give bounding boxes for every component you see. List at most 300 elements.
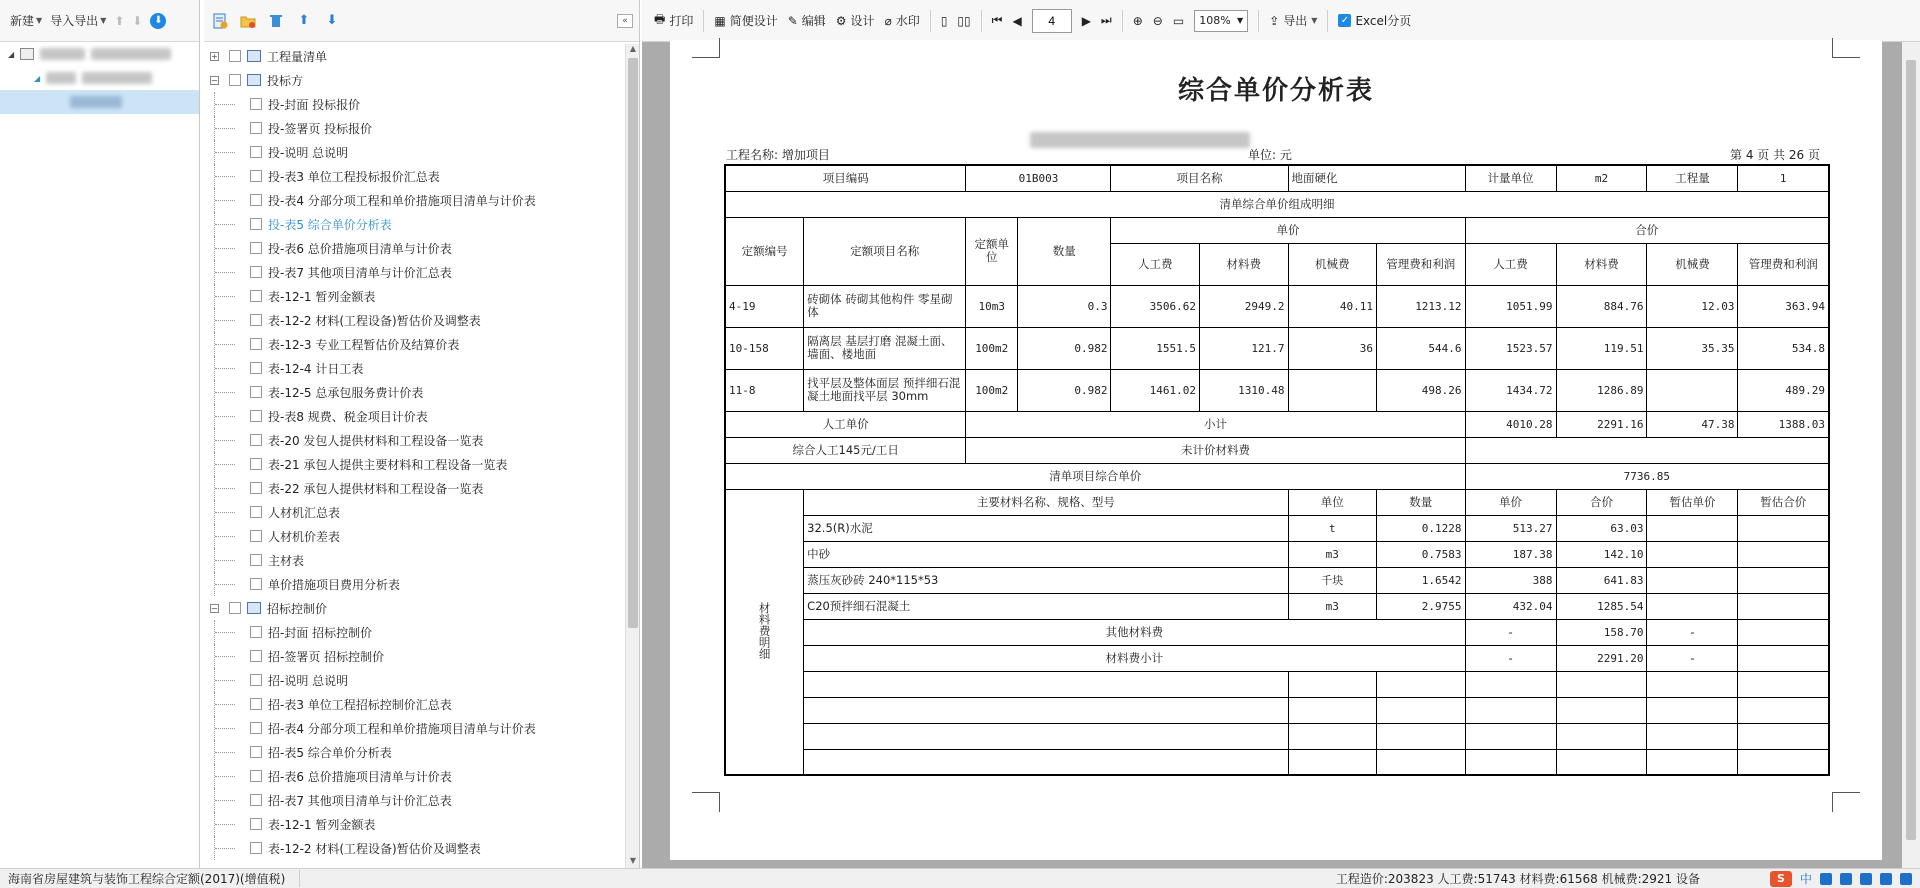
unit-machine: 36 <box>1288 327 1377 369</box>
total-mgmt: 534.8 <box>1738 327 1829 369</box>
total-material: 1286.89 <box>1556 369 1647 411</box>
checkbox[interactable] <box>229 602 241 614</box>
zoom-in-icon: ⊕ <box>1132 13 1143 28</box>
status-bar <box>0 868 1920 888</box>
add-folder-icon[interactable] <box>240 13 256 29</box>
tree-item[interactable] <box>204 572 625 596</box>
download-icon[interactable]: ⬇ <box>150 13 166 29</box>
checkbox[interactable] <box>250 146 262 158</box>
table-row <box>725 749 1829 775</box>
scroll-thumb[interactable] <box>628 58 638 628</box>
new-menu[interactable] <box>10 12 42 29</box>
tree-item[interactable] <box>204 332 625 356</box>
other-material-est: - <box>1647 619 1738 645</box>
tree-label: 人材机汇总表 <box>268 505 341 520</box>
table-row <box>725 463 1829 489</box>
total-machine: 35.35 <box>1647 327 1738 369</box>
material-price: 513.27 <box>1465 515 1556 541</box>
tree-item[interactable] <box>204 740 625 764</box>
material-unit: t <box>1288 515 1377 541</box>
total-material: 884.76 <box>1556 285 1647 327</box>
checkbox[interactable] <box>250 698 262 710</box>
material-name: 32.5(R)水泥 <box>804 515 1288 541</box>
tree-connector <box>215 752 235 753</box>
tree-group[interactable] <box>204 68 625 92</box>
tree-label: 招-表7 其他项目清单与计价汇总表 <box>268 793 452 808</box>
quantity-label: 工程量 <box>1647 165 1738 191</box>
collapse-icon[interactable]: − <box>211 603 218 613</box>
table-row <box>725 165 1829 191</box>
tree-label: 工程量清单 <box>267 49 328 64</box>
arrow-up-icon[interactable]: ⬆ <box>298 13 310 28</box>
material-total: 1285.54 <box>1556 593 1647 619</box>
tree-item[interactable] <box>204 284 625 308</box>
material-est-total <box>1738 567 1829 593</box>
tree-item[interactable] <box>204 812 625 836</box>
tree-label: 招-说明 总说明 <box>268 673 349 688</box>
table-cell <box>1738 619 1829 645</box>
chevron-down-icon: ▼ <box>1311 16 1318 25</box>
collapse-icon[interactable]: − <box>211 75 218 85</box>
table-row <box>725 191 1829 217</box>
checkbox[interactable] <box>250 626 262 638</box>
tree-label: 单价措施项目费用分析表 <box>268 577 401 592</box>
crop-mark <box>692 38 720 58</box>
edit-button[interactable] <box>788 12 826 29</box>
checkbox[interactable] <box>250 458 262 470</box>
unit-material: 2949.2 <box>1200 285 1289 327</box>
col-header: 管理费和利润 <box>1738 243 1829 285</box>
first-page-button[interactable] <box>992 13 1003 28</box>
material-est-total <box>1738 593 1829 619</box>
fit-page-button[interactable] <box>1173 14 1184 28</box>
edit-label: 编辑 <box>801 14 826 28</box>
total-material: 119.51 <box>1556 327 1647 369</box>
empty-cell <box>1647 697 1738 723</box>
table-row <box>725 645 1829 671</box>
checkbox[interactable] <box>250 218 262 230</box>
material-unit: m3 <box>1288 593 1377 619</box>
material-name: 蒸压灰砂砖 240*115*53 <box>804 567 1288 593</box>
zoom-in-button[interactable] <box>1133 14 1143 28</box>
checkbox[interactable] <box>250 242 262 254</box>
chevron-down-icon: ▼ <box>1237 16 1244 25</box>
tree-connector <box>215 464 235 465</box>
table-row <box>725 697 1829 723</box>
material-subtotal-est: - <box>1647 645 1738 671</box>
tree-connector <box>215 776 235 777</box>
tree-connector <box>215 512 235 513</box>
material-name: C20预拌细石混凝土 <box>804 593 1288 619</box>
tree-node-subproject[interactable] <box>0 66 199 90</box>
table-row <box>725 411 1829 437</box>
table-row <box>725 369 1829 411</box>
tree-item[interactable] <box>204 476 625 500</box>
tree-group[interactable] <box>204 596 625 620</box>
col-header: 管理费和利润 <box>1377 243 1466 285</box>
crop-mark <box>692 792 720 812</box>
tree-label: 投-表6 总价措施项目清单与计价表 <box>268 241 452 256</box>
tree-item[interactable] <box>204 764 625 788</box>
first-page-icon: ⏮ <box>991 13 1003 27</box>
tree-connector <box>215 488 235 489</box>
ime-tools-icon[interactable] <box>1900 873 1912 885</box>
tree-item[interactable] <box>204 308 625 332</box>
item-code-value: 01B003 <box>966 165 1111 191</box>
tree-label: 表-12-4 计日工表 <box>268 361 364 376</box>
simple-design-button[interactable] <box>714 12 777 29</box>
checkbox[interactable] <box>250 386 262 398</box>
tree-item[interactable] <box>204 644 625 668</box>
page-number-input[interactable] <box>1032 9 1072 33</box>
unit-mgmt: 544.6 <box>1377 327 1466 369</box>
delete-icon[interactable] <box>268 13 284 29</box>
tree-connector <box>215 104 235 105</box>
col-header: 单价 <box>1111 217 1465 243</box>
checkbox[interactable] <box>250 410 262 422</box>
tree-label: 人材机价差表 <box>268 529 341 544</box>
material-qty: 1.6542 <box>1377 567 1466 593</box>
tree-node-project[interactable] <box>0 42 199 66</box>
print-button[interactable] <box>654 10 693 31</box>
checkbox[interactable] <box>250 578 262 590</box>
checkbox[interactable] <box>250 266 262 278</box>
unpriced-material-value <box>1465 437 1829 463</box>
tree-item[interactable] <box>204 188 625 212</box>
table-row <box>725 541 1829 567</box>
excel-paging-checkbox[interactable] <box>1338 12 1411 29</box>
unit-material: 1310.48 <box>1200 369 1289 411</box>
col-header: 定额项目名称 <box>804 217 966 285</box>
empty-cell <box>1288 749 1377 775</box>
empty-cell <box>1556 723 1647 749</box>
empty-cell <box>1377 723 1466 749</box>
collapse-panel-button[interactable]: « <box>617 14 633 28</box>
tree-connector <box>215 728 235 729</box>
empty-cell <box>1465 723 1556 749</box>
ime-mic-icon[interactable] <box>1840 873 1852 885</box>
expand-icon[interactable]: ◢ <box>8 49 15 59</box>
material-subtotal-total: 2291.20 <box>1556 645 1647 671</box>
unit-price-analysis-table <box>724 164 1830 776</box>
empty-cell <box>1465 671 1556 697</box>
checkbox[interactable] <box>250 770 262 782</box>
checkbox[interactable] <box>250 434 262 446</box>
table-row <box>725 593 1829 619</box>
unpriced-material-label: 未计价材料费 <box>966 437 1465 463</box>
tree-label: 招-表6 总价措施项目清单与计价表 <box>268 769 452 784</box>
checkbox[interactable] <box>250 338 262 350</box>
item-name-label: 项目名称 <box>1111 165 1288 191</box>
tree-item[interactable] <box>204 164 625 188</box>
report-page <box>670 40 1882 860</box>
redacted-text <box>70 96 122 108</box>
quota-unit: 100m2 <box>966 327 1018 369</box>
tree-item[interactable] <box>204 140 625 164</box>
material-section-text: 材料费明细 <box>757 601 772 659</box>
labor-rate: 综合人工145元/工日 <box>725 437 966 463</box>
checkbox[interactable] <box>250 818 262 830</box>
ime-keyboard-icon[interactable] <box>1860 873 1872 885</box>
tree-item[interactable] <box>204 668 625 692</box>
checkbox[interactable] <box>250 290 262 302</box>
import-export-menu[interactable] <box>50 12 106 29</box>
col-header: 暂估合价 <box>1738 489 1829 515</box>
checkmark-icon: ✓ <box>1338 14 1351 27</box>
checkbox[interactable] <box>250 122 262 134</box>
tree-item[interactable] <box>204 500 625 524</box>
quota-unit: 100m2 <box>966 369 1018 411</box>
composition-title: 清单综合单价组成明细 <box>725 191 1829 217</box>
empty-cell <box>1465 697 1556 723</box>
empty-cell <box>1377 671 1466 697</box>
composite-price-label: 清单项目综合单价 <box>725 463 1465 489</box>
measure-unit-label: 计量单位 <box>1465 165 1556 191</box>
total-machine: 12.03 <box>1647 285 1738 327</box>
next-page-icon: ▶ <box>1081 13 1091 28</box>
checkbox[interactable] <box>229 74 241 86</box>
checkbox[interactable] <box>250 362 262 374</box>
ime-logo-icon[interactable]: S <box>1770 871 1792 887</box>
unit-mgmt: 1213.12 <box>1377 285 1466 327</box>
cost-summary: 工程造价:203823 人工费:51743 材料费:61568 机械费:2921 设备 <box>1335 872 1700 886</box>
checkbox[interactable] <box>229 50 241 62</box>
tree-item[interactable] <box>204 716 625 740</box>
crop-mark <box>1832 38 1860 58</box>
tree-label: 表-20 发包人提供材料和工程设备一览表 <box>268 433 484 448</box>
checkbox[interactable] <box>250 506 262 518</box>
checkbox[interactable] <box>250 674 262 686</box>
scroll-up-icon[interactable]: ▲ <box>629 44 637 53</box>
tree-label: 表-12-5 总承包服务费计价表 <box>268 385 424 400</box>
table-row <box>725 437 1829 463</box>
material-price: 388 <box>1465 567 1556 593</box>
tree-label: 投-说明 总说明 <box>268 145 349 160</box>
tree-item[interactable] <box>204 428 625 452</box>
empty-cell <box>1738 671 1829 697</box>
empty-cell <box>1288 697 1377 723</box>
design-button[interactable] <box>836 12 875 29</box>
col-header: 机械费 <box>1647 243 1738 285</box>
arrow-down-icon[interactable]: ⬇ <box>326 13 338 28</box>
preview-scrollbar[interactable] <box>1902 42 1920 868</box>
material-est-price <box>1647 567 1738 593</box>
total-labor: 1434.72 <box>1465 369 1556 411</box>
tree-item[interactable] <box>204 836 625 860</box>
tree-group[interactable] <box>204 44 625 68</box>
project-toolbar <box>0 0 199 42</box>
add-report-icon[interactable] <box>212 13 228 29</box>
new-label: 新建 <box>10 14 35 28</box>
material-section-label <box>725 489 804 775</box>
tree-connector <box>215 344 235 345</box>
report-folder-icon <box>247 50 261 62</box>
expand-icon[interactable]: + <box>211 51 218 61</box>
tree-item[interactable] <box>204 452 625 476</box>
double-page-view-button[interactable] <box>957 14 970 28</box>
watermark-icon: ⌀ <box>884 13 892 28</box>
material-price: 432.04 <box>1465 593 1556 619</box>
export-label: 导出 <box>1283 14 1308 28</box>
tree-label: 主材表 <box>268 553 305 568</box>
tree-label: 招-表3 单位工程招标控制价汇总表 <box>268 697 452 712</box>
table-row <box>725 489 1829 515</box>
quota-code: 10-158 <box>725 327 804 369</box>
table-row <box>725 567 1829 593</box>
total-labor: 1523.57 <box>1465 327 1556 369</box>
toolbar-divider <box>1122 10 1123 32</box>
tree-label: 投-表3 单位工程投标报价汇总表 <box>268 169 440 184</box>
tree-label: 表-12-2 材料(工程设备)暂估价及调整表 <box>268 313 481 328</box>
checkbox[interactable] <box>250 530 262 542</box>
subtotal-material: 2291.16 <box>1556 411 1647 437</box>
scroll-thumb[interactable] <box>1906 60 1916 840</box>
tree-item[interactable] <box>204 92 625 116</box>
zoom-select[interactable] <box>1194 10 1248 32</box>
ime-punct-icon[interactable] <box>1820 873 1832 885</box>
quota-unit: 10m3 <box>966 285 1018 327</box>
single-page-view-button[interactable] <box>941 14 948 28</box>
excel-paging-label: Excel分页 <box>1355 14 1412 28</box>
checkbox[interactable] <box>250 794 262 806</box>
item-name-value: 地面硬化 <box>1288 165 1465 191</box>
tree-connector <box>215 152 235 153</box>
table-row <box>725 515 1829 541</box>
toolbar-divider <box>1327 10 1328 32</box>
chevron-down-icon: ▼ <box>100 16 107 25</box>
empty-cell <box>1556 671 1647 697</box>
checkbox[interactable] <box>250 722 262 734</box>
project-icon <box>20 48 34 60</box>
col-header: 主要材料名称、规格、型号 <box>804 489 1288 515</box>
empty-cell <box>804 697 1288 723</box>
report-tree-scrollbar[interactable] <box>625 44 639 868</box>
empty-cell <box>1377 697 1466 723</box>
tree-label: 投-表4 分部分项工程和单价措施项目清单与计价表 <box>268 193 536 208</box>
tree-connector <box>215 680 235 681</box>
tree-label: 投-签署页 投标报价 <box>268 121 373 136</box>
checkbox[interactable] <box>250 170 262 182</box>
material-est-price <box>1647 541 1738 567</box>
checkbox[interactable] <box>250 98 262 110</box>
col-header: 单价 <box>1465 489 1556 515</box>
tree-connector <box>215 584 235 585</box>
tree-connector <box>215 320 235 321</box>
empty-cell <box>1377 749 1466 775</box>
tree-item[interactable] <box>204 788 625 812</box>
col-header: 材料费 <box>1556 243 1647 285</box>
checkbox[interactable] <box>250 746 262 758</box>
ime-language[interactable]: 中 <box>1799 872 1812 886</box>
project-name: 工程名称: 增加项目 <box>726 148 830 162</box>
toolbar-divider <box>1258 10 1259 32</box>
empty-cell <box>804 723 1288 749</box>
tree-item[interactable] <box>204 356 625 380</box>
unit-labor: 1461.02 <box>1111 369 1200 411</box>
empty-cell <box>804 671 1288 697</box>
tree-item[interactable] <box>204 212 625 236</box>
table-row <box>725 723 1829 749</box>
tree-connector <box>215 656 235 657</box>
col-header: 定额编号 <box>725 217 804 285</box>
move-down-icon[interactable]: ⬇ <box>132 13 143 28</box>
checkbox[interactable] <box>250 650 262 662</box>
next-page-button[interactable] <box>1082 14 1091 28</box>
tree-item[interactable] <box>204 380 625 404</box>
ime-skin-icon[interactable] <box>1880 873 1892 885</box>
table-row <box>725 619 1829 645</box>
checkbox[interactable] <box>250 482 262 494</box>
tree-label: 表-12-1 暂列金额表 <box>268 289 376 304</box>
prev-page-button[interactable] <box>1012 14 1021 28</box>
checkbox[interactable] <box>250 842 262 854</box>
tree-item[interactable] <box>204 548 625 572</box>
material-est-total <box>1738 541 1829 567</box>
quota-name: 隔离层 基层打磨 混凝土面、墙面、楼地面 <box>804 327 966 369</box>
tree-item[interactable] <box>204 260 625 284</box>
tree-label: 招-签署页 招标控制价 <box>268 649 385 664</box>
tree-item[interactable] <box>204 692 625 716</box>
col-header: 人工费 <box>1465 243 1556 285</box>
tree-connector <box>215 824 235 825</box>
tree-node-selected[interactable] <box>0 90 199 114</box>
tree-label: 投-封面 投标报价 <box>268 97 361 112</box>
col-header: 暂估单价 <box>1647 489 1738 515</box>
tree-connector <box>215 248 235 249</box>
material-name: 中砂 <box>804 541 1288 567</box>
material-total: 63.03 <box>1556 515 1647 541</box>
empty-cell <box>1738 749 1829 775</box>
scroll-down-icon[interactable]: ▼ <box>629 856 637 865</box>
tree-item[interactable] <box>204 524 625 548</box>
empty-cell <box>1288 723 1377 749</box>
toolbar-divider <box>703 10 704 32</box>
checkbox[interactable] <box>250 554 262 566</box>
zoom-out-button[interactable] <box>1153 14 1163 28</box>
subtotal-mgmt: 1388.03 <box>1738 411 1829 437</box>
table-row <box>725 217 1829 243</box>
toolbar-divider <box>930 10 931 32</box>
col-header: 人工费 <box>1111 243 1200 285</box>
watermark-button[interactable] <box>885 12 920 29</box>
report-tree <box>204 44 625 868</box>
labor-unit-price-label: 人工单价 <box>725 411 966 437</box>
tree-connector <box>215 536 235 537</box>
checkbox[interactable] <box>250 314 262 326</box>
other-material-total: 158.70 <box>1556 619 1647 645</box>
tree-item[interactable] <box>204 404 625 428</box>
tree-connector <box>215 272 235 273</box>
move-up-icon[interactable]: ⬆ <box>114 13 125 28</box>
measure-unit-value: m2 <box>1556 165 1647 191</box>
empty-cell <box>1556 697 1647 723</box>
tree-label: 表-21 承包人提供主要材料和工程设备一览表 <box>268 457 508 472</box>
empty-cell <box>1738 723 1829 749</box>
tree-item[interactable] <box>204 236 625 260</box>
report-folder-icon <box>247 74 261 86</box>
unit-label: 单位: 元 <box>1248 148 1292 162</box>
export-button[interactable] <box>1269 12 1317 29</box>
tree-connector <box>215 800 235 801</box>
chevron-down-icon: ▼ <box>36 16 43 25</box>
watermark-label: 水印 <box>895 14 920 28</box>
quota-standard: 海南省房屋建筑与装饰工程综合定额(2017)(增值税) <box>0 870 300 887</box>
checkbox[interactable] <box>250 194 262 206</box>
tree-item[interactable] <box>204 620 625 644</box>
tree-item[interactable] <box>204 116 625 140</box>
expand-icon[interactable]: ◢ <box>34 73 41 83</box>
last-page-button[interactable] <box>1101 13 1112 28</box>
